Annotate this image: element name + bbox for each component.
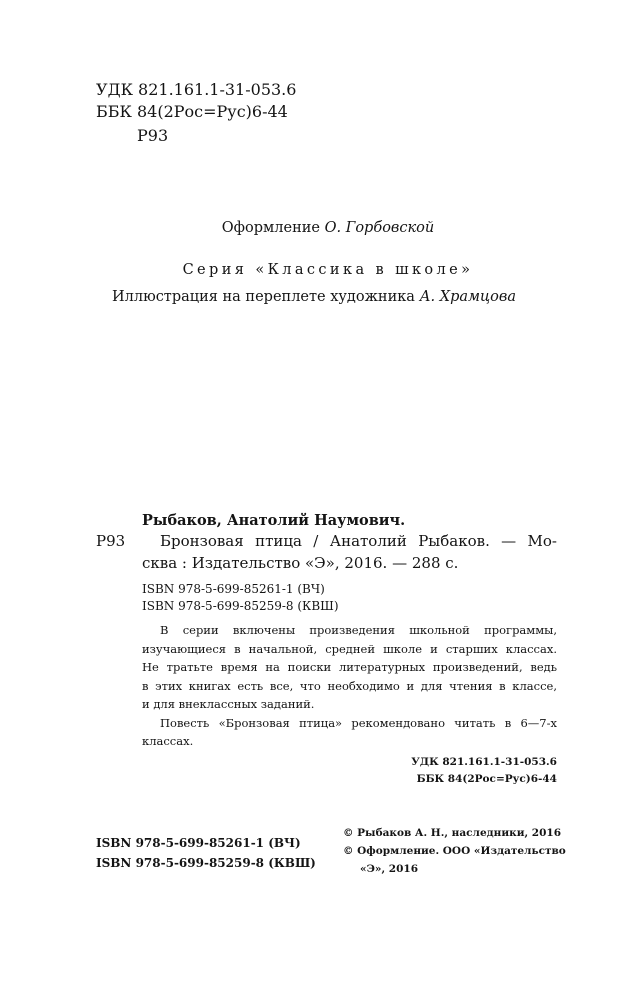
design-credit-name: О. Горбовской — [324, 220, 435, 236]
annotation-line — [160, 715, 557, 731]
imprint-isbn-2: ISBN 978-5-699-85259-8 (КВШ) — [96, 856, 316, 870]
catalog-author-heading: Рыбаков, Анатолий Наумович. — [142, 512, 406, 529]
annotation-line — [142, 659, 557, 675]
annotation-p2-line-2: классах. — [142, 734, 194, 748]
catalog-isbn-2: ISBN 978-5-699-85259-8 (КВШ) — [142, 599, 339, 613]
udk-code: УДК 821.161.1-31-053.6 — [96, 80, 297, 99]
annotation-line — [142, 678, 557, 694]
catalog-title-line-2: сква : Издательство «Э», 2016. — 288 с. — [142, 554, 459, 572]
catalog-isbn-1: ISBN 978-5-699-85261-1 (ВЧ) — [142, 582, 325, 596]
catalog-udk: УДК 821.161.1-31-053.6 — [411, 756, 557, 768]
copyright-line-1: © Рыбаков А. Н., наследники, 2016 — [343, 827, 562, 839]
copyright-line-3: «Э», 2016 — [360, 863, 419, 875]
design-credit-label: Оформление — [221, 220, 321, 236]
catalog-title-line-1: Бронзовая птица / Анатолий Рыбаков. — Мо- — [160, 532, 557, 550]
series-title: Серия «Классика в школе» — [182, 262, 474, 278]
cover-credit-artist: А. Храмцова — [419, 289, 516, 305]
annotation-p1-line-2: изучающиеся в начальной, средней школе и старших классах. — [142, 642, 557, 656]
copyright-line-2: © Оформление. ООО «Издательство — [343, 845, 566, 857]
annotation-line — [160, 622, 557, 638]
annotation-p1-line-5: и для внеклассных заданий. — [142, 697, 315, 711]
design-credit — [96, 218, 560, 238]
bbk-code: ББК 84(2Рос=Рус)6-44 — [96, 102, 288, 121]
annotation-p1-line-3: Не тратьте время на поиски литературных произведений, ведь — [142, 660, 557, 674]
annotation-line — [142, 641, 557, 657]
cover-credit-label: Иллюстрация на переплете художника — [112, 289, 415, 305]
annotation-p1-line-4: в этих книгах есть все, что необходимо и для чтения в классе, — [142, 679, 557, 693]
cover-credit — [112, 287, 516, 307]
catalog-title-line — [160, 531, 557, 551]
imprint-isbn-1: ISBN 978-5-699-85261-1 (ВЧ) — [96, 836, 301, 850]
catalog-bbk: ББК 84(2Рос=Рус)6-44 — [416, 773, 557, 785]
author-sign: Р93 — [137, 126, 169, 145]
catalog-author-sign: Р93 — [96, 532, 126, 550]
annotation-p2-line-1: Повесть «Бронзовая птица» рекомендовано читать в 6—7-х — [160, 716, 557, 730]
annotation-p1-line-1: В серии включены произведения школьной программы, — [160, 623, 557, 637]
